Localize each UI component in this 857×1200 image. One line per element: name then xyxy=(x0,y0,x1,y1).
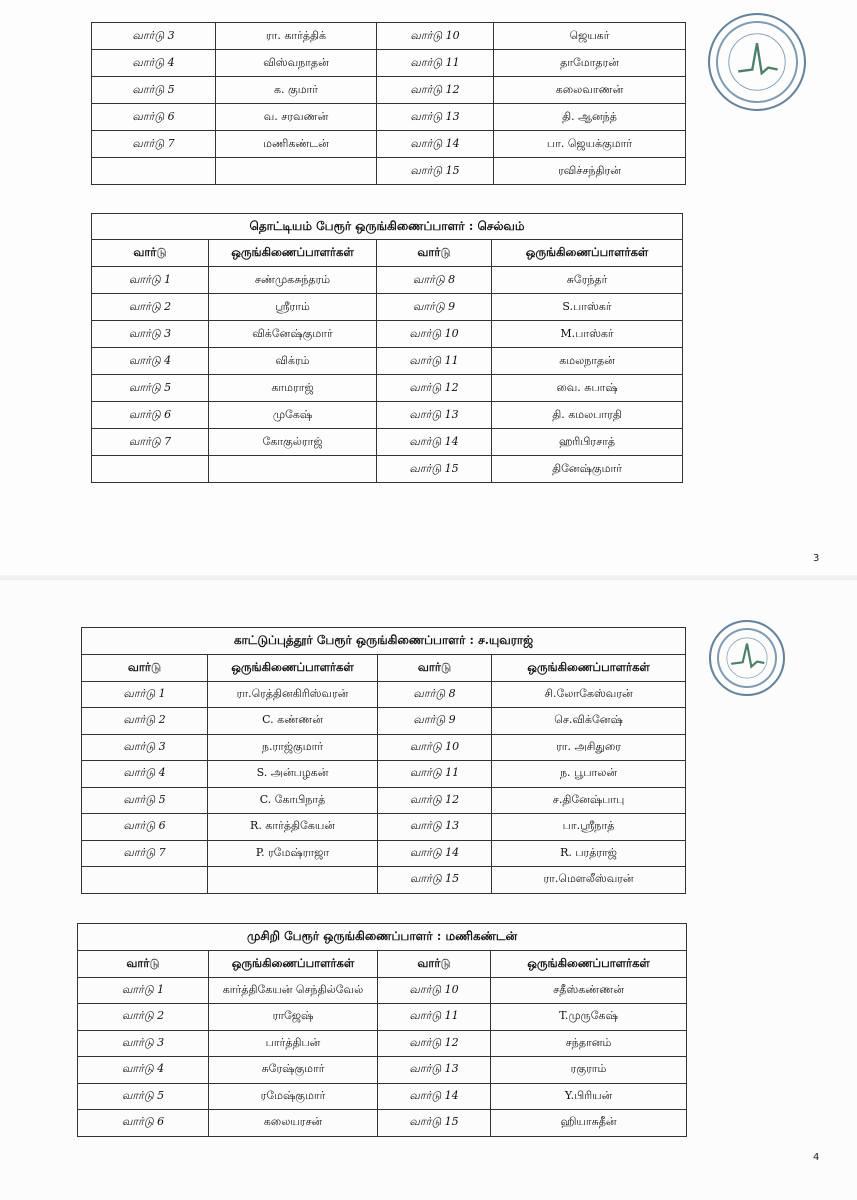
coordinator-name-cell: கலைவாணன் xyxy=(494,77,686,104)
table-row xyxy=(82,761,686,788)
musiri-coordinators-table xyxy=(77,923,687,1137)
coordinator-name-cell: பா.ஸ்ரீநாத் xyxy=(492,814,686,841)
coordinator-name-cell: M.பாஸ்கர் xyxy=(492,321,683,348)
coordinator-name-cell: கலையரசன் xyxy=(209,1110,378,1137)
ward-number-cell xyxy=(92,158,216,185)
ward-number-cell xyxy=(82,867,208,894)
coordinator-name-cell: P. ரமேஷ்ராஜா xyxy=(208,840,378,867)
table-row xyxy=(92,158,686,185)
coordinator-name-cell: ச.தினேஷ்பாபு xyxy=(492,787,686,814)
table-row xyxy=(78,1110,687,1137)
coordinator-name-cell: Y.பிரியன் xyxy=(491,1083,687,1110)
coordinator-name-cell: T.முருகேஷ் xyxy=(491,1004,687,1031)
table-row xyxy=(82,814,686,841)
coordinator-name-cell: க. குமார் xyxy=(216,77,377,104)
coordinator-name-cell: விக்னேஷ்குமார் xyxy=(209,321,377,348)
coordinator-name-cell: கார்த்திகேயன் செந்தில்வேல் xyxy=(209,977,378,1004)
column-header-coordinators: ஒருங்கிணைப்பாளர்கள் xyxy=(491,951,687,978)
ward-number-cell: வார்டு 6 xyxy=(92,104,216,131)
table-row xyxy=(82,867,686,894)
ward-number-cell: வார்டு 12 xyxy=(377,375,492,402)
coordinator-name-cell: தி. ஆனந்த் xyxy=(494,104,686,131)
ward-number-cell: வார்டு 4 xyxy=(78,1057,209,1084)
coordinator-name-cell: செ.விக்னேஷ் xyxy=(492,708,686,735)
coordinator-name-cell: ரகுராம் xyxy=(491,1057,687,1084)
ward-number-cell: வார்டு 13 xyxy=(378,1057,491,1084)
coordinator-name-cell: ஹியாசுதீன் xyxy=(491,1110,687,1137)
ward-number-cell: வார்டு 6 xyxy=(92,402,209,429)
ward-number-cell: வார்டு 6 xyxy=(78,1110,209,1137)
coordinator-name-cell: கமலநாதன் xyxy=(492,348,683,375)
ward-number-cell: வார்டு 3 xyxy=(92,321,209,348)
thottiyam-coordinators-table xyxy=(91,213,683,483)
official-seal-icon xyxy=(708,13,806,111)
coordinator-name-cell xyxy=(216,158,377,185)
ward-number-cell: வார்டு 7 xyxy=(92,429,209,456)
table-row xyxy=(82,681,686,708)
column-header-ward: வார்டு xyxy=(378,655,492,682)
coordinator-name-cell: சதீஸ்கண்ணன் xyxy=(491,977,687,1004)
ward-number-cell: வார்டு 5 xyxy=(92,375,209,402)
table-row xyxy=(82,840,686,867)
table-row xyxy=(92,104,686,131)
ward-number-cell: வார்டு 13 xyxy=(378,814,492,841)
column-header-ward: வார்டு xyxy=(82,655,208,682)
ward-number-cell: வார்டு 9 xyxy=(378,708,492,735)
official-seal-icon xyxy=(709,620,785,696)
column-header-ward: வார்டு xyxy=(92,240,209,267)
ward-number-cell: வார்டு 15 xyxy=(377,456,492,483)
coordinator-name-cell: சி.லோகேஸ்வரன் xyxy=(492,681,686,708)
coordinator-name-cell: காமராஜ் xyxy=(209,375,377,402)
page-number: 3 xyxy=(813,553,820,564)
coordinators-table-continued xyxy=(91,22,686,185)
ward-number-cell: வார்டு 3 xyxy=(92,23,216,50)
table-row xyxy=(78,1083,687,1110)
table-row xyxy=(92,456,683,483)
coordinator-name-cell: R. பரத்ராஜ் xyxy=(492,840,686,867)
ward-number-cell: வார்டு 4 xyxy=(82,761,208,788)
coordinator-name-cell: தாமோதரன் xyxy=(494,50,686,77)
table-title: தொட்டியம் பேரூர் ஒருங்கிணைப்பாளர் : செல்வம் xyxy=(92,214,683,240)
column-header-coordinators: ஒருங்கிணைப்பாளர்கள் xyxy=(492,655,686,682)
ward-number-cell: வார்டு 15 xyxy=(378,867,492,894)
coordinator-name-cell: ரா. கார்த்திக் xyxy=(216,23,377,50)
table-row xyxy=(78,1004,687,1031)
table-row xyxy=(92,294,683,321)
ward-number-cell: வார்டு 10 xyxy=(377,23,494,50)
page-number: 4 xyxy=(813,1152,820,1163)
ward-number-cell: வார்டு 5 xyxy=(78,1083,209,1110)
ward-number-cell: வார்டு 11 xyxy=(377,50,494,77)
table-row xyxy=(82,787,686,814)
ward-number-cell: வார்டு 12 xyxy=(378,1030,491,1057)
coordinator-name-cell: ஜெயகர் xyxy=(494,23,686,50)
ward-number-cell: வார்டு 6 xyxy=(82,814,208,841)
ward-number-cell: வார்டு 11 xyxy=(378,761,492,788)
coordinator-name-cell: ரா.மௌலீஸ்வரன் xyxy=(492,867,686,894)
coordinator-name-cell: ரா. அசிதுரை xyxy=(492,734,686,761)
coordinator-name-cell xyxy=(209,456,377,483)
ward-number-cell: வார்டு 10 xyxy=(377,321,492,348)
column-header-coordinators: ஒருங்கிணைப்பாளர்கள் xyxy=(209,951,378,978)
coordinator-name-cell: விஸ்வநாதன் xyxy=(216,50,377,77)
coordinator-name-cell: S. அன்பழகன் xyxy=(208,761,378,788)
ward-number-cell: வார்டு 12 xyxy=(377,77,494,104)
ward-number-cell: வார்டு 14 xyxy=(377,131,494,158)
coordinator-name-cell: ந. பூபாலன் xyxy=(492,761,686,788)
ward-number-cell: வார்டு 9 xyxy=(377,294,492,321)
coordinator-name-cell: ரமேஷ்குமார் xyxy=(209,1083,378,1110)
coordinator-name-cell: ந.ராஜ்குமார் xyxy=(208,734,378,761)
ward-number-cell: வார்டு 1 xyxy=(92,267,209,294)
column-header-ward: வார்டு xyxy=(378,951,491,978)
table-row xyxy=(78,1057,687,1084)
table-row xyxy=(92,77,686,104)
table-title: காட்டுப்புத்தூர் பேரூர் ஒருங்கிணைப்பாளர் : ச.யுவராஜ் xyxy=(82,628,686,655)
kattuputhur-coordinators-table xyxy=(81,627,686,894)
coordinator-name-cell: பார்த்திபன் xyxy=(209,1030,378,1057)
coordinator-name-cell: S.பாஸ்கர் xyxy=(492,294,683,321)
ward-number-cell: வார்டு 1 xyxy=(82,681,208,708)
table-row xyxy=(92,429,683,456)
coordinator-name-cell: தி. கமலபாரதி xyxy=(492,402,683,429)
column-header-coordinators: ஒருங்கிணைப்பாளர்கள் xyxy=(492,240,683,267)
ward-number-cell: வார்டு 8 xyxy=(378,681,492,708)
table-row xyxy=(78,977,687,1004)
table-row xyxy=(78,1030,687,1057)
coordinator-name-cell: ரவிச்சந்திரன் xyxy=(494,158,686,185)
coordinator-name-cell: வை. சுபாஷ் xyxy=(492,375,683,402)
ward-number-cell: வார்டு 5 xyxy=(92,77,216,104)
coordinator-name-cell: ராஜேஷ் xyxy=(209,1004,378,1031)
column-header-coordinators: ஒருங்கிணைப்பாளர்கள் xyxy=(209,240,377,267)
coordinator-name-cell: முகேஷ் xyxy=(209,402,377,429)
ward-number-cell: வார்டு 2 xyxy=(78,1004,209,1031)
ward-number-cell: வார்டு 14 xyxy=(378,1083,491,1110)
coordinator-name-cell: பா. ஜெயக்குமார் xyxy=(494,131,686,158)
table-row xyxy=(82,708,686,735)
column-header-coordinators: ஒருங்கிணைப்பாளர்கள் xyxy=(208,655,378,682)
ward-number-cell: வார்டு 12 xyxy=(378,787,492,814)
coordinator-name-cell: ஹரிபிரசாத் xyxy=(492,429,683,456)
coordinator-name-cell: மணிகண்டன் xyxy=(216,131,377,158)
ward-number-cell: வார்டு 13 xyxy=(377,104,494,131)
ward-number-cell: வார்டு 15 xyxy=(378,1110,491,1137)
ward-number-cell: வார்டு 14 xyxy=(377,429,492,456)
coordinator-name-cell: ஸ்ரீராம் xyxy=(209,294,377,321)
ward-number-cell: வார்டு 3 xyxy=(82,734,208,761)
coordinator-name-cell: சண்முகசுந்தரம் xyxy=(209,267,377,294)
table-row xyxy=(82,734,686,761)
coordinator-name-cell: சந்தானம் xyxy=(491,1030,687,1057)
ward-number-cell: வார்டு 2 xyxy=(82,708,208,735)
table-row xyxy=(92,402,683,429)
coordinator-name-cell: C. கண்ணன் xyxy=(208,708,378,735)
table-row xyxy=(92,321,683,348)
coordinator-name-cell: வ. சரவணன் xyxy=(216,104,377,131)
table-row xyxy=(92,50,686,77)
table-row xyxy=(92,375,683,402)
coordinator-name-cell: சுரேந்தர் xyxy=(492,267,683,294)
table-title: முசிறி பேரூர் ஒருங்கிணைப்பாளர் : மணிகண்டன் xyxy=(78,924,687,951)
ward-number-cell: வார்டு 15 xyxy=(377,158,494,185)
coordinator-name-cell xyxy=(208,867,378,894)
ward-number-cell: வார்டு 4 xyxy=(92,348,209,375)
coordinator-name-cell: விக்ரம் xyxy=(209,348,377,375)
ward-number-cell: வார்டு 5 xyxy=(82,787,208,814)
ward-number-cell xyxy=(92,456,209,483)
ward-number-cell: வார்டு 13 xyxy=(377,402,492,429)
coordinator-name-cell: R. கார்த்திகேயன் xyxy=(208,814,378,841)
table-row xyxy=(92,131,686,158)
ward-number-cell: வார்டு 11 xyxy=(378,1004,491,1031)
ward-number-cell: வார்டு 14 xyxy=(378,840,492,867)
column-header-ward: வார்டு xyxy=(78,951,209,978)
ward-number-cell: வார்டு 4 xyxy=(92,50,216,77)
coordinator-name-cell: சுரேஷ்குமார் xyxy=(209,1057,378,1084)
ward-number-cell: வார்டு 3 xyxy=(78,1030,209,1057)
ward-number-cell: வார்டு 10 xyxy=(378,734,492,761)
ward-number-cell: வார்டு 2 xyxy=(92,294,209,321)
ward-number-cell: வார்டு 1 xyxy=(78,977,209,1004)
ward-number-cell: வார்டு 8 xyxy=(377,267,492,294)
ward-number-cell: வார்டு 10 xyxy=(378,977,491,1004)
table-row xyxy=(92,267,683,294)
coordinator-name-cell: கோகுல்ராஜ் xyxy=(209,429,377,456)
ward-number-cell: வார்டு 7 xyxy=(82,840,208,867)
ward-number-cell: வார்டு 7 xyxy=(92,131,216,158)
coordinator-name-cell: C. கோபிநாத் xyxy=(208,787,378,814)
ward-number-cell: வார்டு 11 xyxy=(377,348,492,375)
table-row xyxy=(92,348,683,375)
column-header-ward: வார்டு xyxy=(377,240,492,267)
table-row xyxy=(92,23,686,50)
coordinator-name-cell: ரா.ரெத்தினகிரிஸ்வரன் xyxy=(208,681,378,708)
coordinator-name-cell: தினேஷ்குமார் xyxy=(492,456,683,483)
